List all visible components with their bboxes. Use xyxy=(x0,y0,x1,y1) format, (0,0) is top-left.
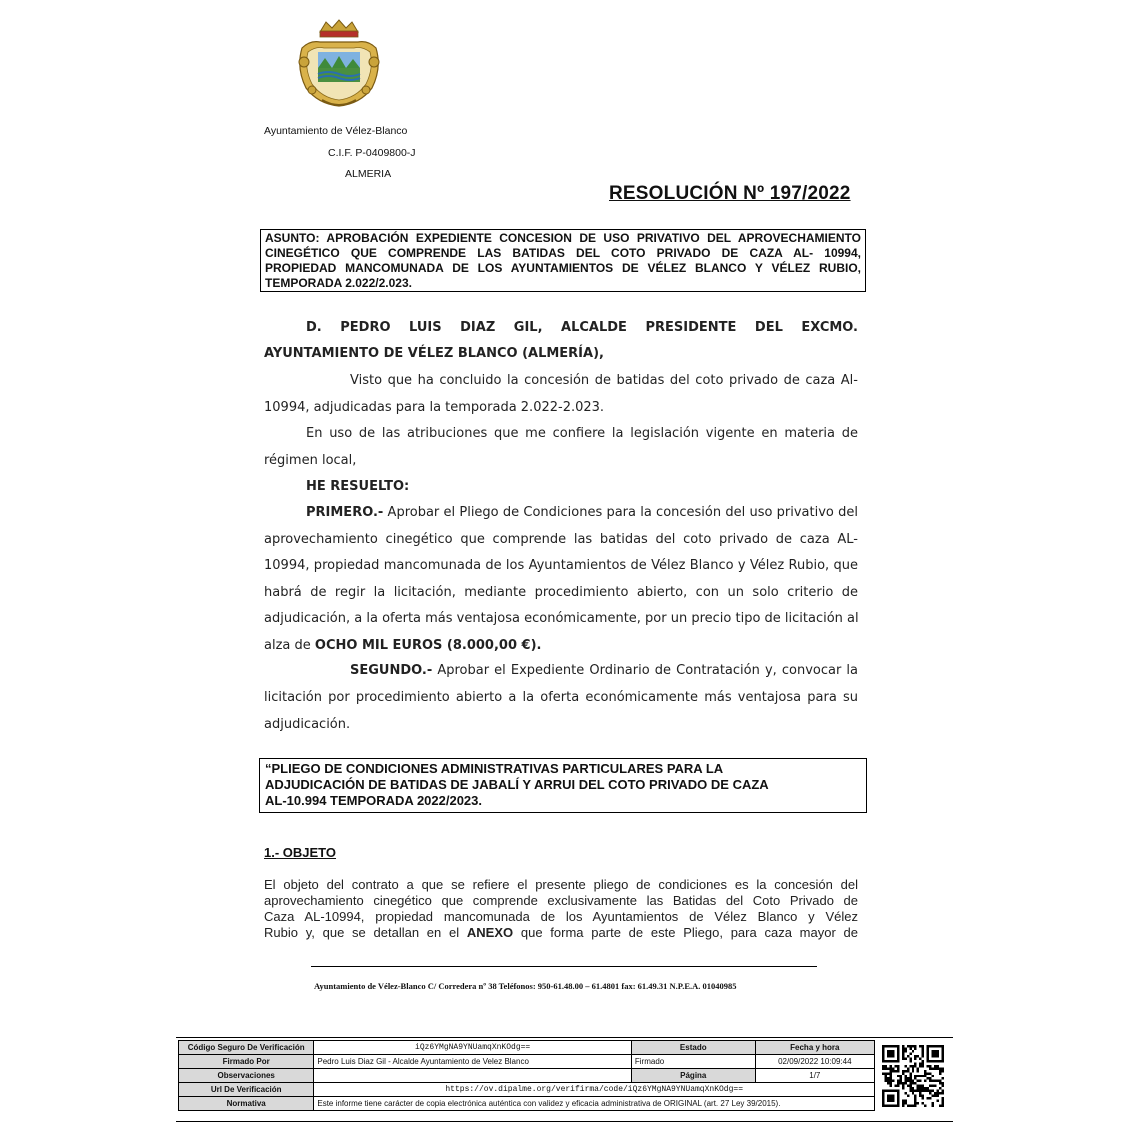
objeto-line: Rubio y, que se detallan en el ANEXO que forma parte de este Pliego, para caza mayor de xyxy=(264,925,858,940)
asunto-box xyxy=(260,229,866,292)
asunto-line: ASUNTO: APROBACIÓN EXPEDIENTE CONCESION DE USO PRIVATIVO DEL APROVECHAMIENTO xyxy=(265,231,861,245)
body-line: licitación por procedimiento abierto a la oferta económicamente más ventajosa para su xyxy=(264,690,858,705)
he-resuelto: HE RESUELTO: xyxy=(306,479,410,494)
body-line: aprovechamiento cinegético que comprende las batidas del coto privado de caza AL- xyxy=(264,532,858,547)
coat-of-arms-icon xyxy=(292,18,386,108)
objeto-line: El objeto del contrato a que se refiere el presente pliego de condiciones es la concesión del xyxy=(264,877,858,892)
firmado-value: Pedro Luis Diaz Gil - Alcalde Ayuntamiento de Velez Blanco xyxy=(314,1055,632,1069)
org-cif: C.I.F. P-0409800-J xyxy=(328,147,416,159)
mayor-line: D. PEDRO LUIS DIAZ GIL, ALCALDE PRESIDENTE DEL EXCMO. xyxy=(306,320,858,335)
segundo-line: SEGUNDO.- Aprobar el Expediente Ordinario de Contratación y, convocar la xyxy=(350,663,858,678)
pliego-line: “PLIEGO DE CONDICIONES ADMINISTRATIVAS PARTICULARES PARA LA xyxy=(265,761,724,776)
body-line: adjudicación, a la oferta más ventajosa económicamente, por un precio tipo de licitación al xyxy=(264,611,859,626)
footer-address: Ayuntamiento de Vélez-Blanco C/ Corredera nº 38 Teléfonos: 950-61.48.00 – 61.4801 fax: 61.49.31 N.P.E.A. 01040985 xyxy=(314,981,737,991)
norm-value: Este informe tiene carácter de copia electrónica auténtica con validez y eficacia administrativa de ORIGINAL (art. 27 Ley 39/2015). xyxy=(314,1097,875,1111)
body-line: habrá de regir la licitación, mediante procedimiento abierto, con un solo criterio de xyxy=(264,585,858,600)
resolution-title: RESOLUCIÓN Nº 197/2022 xyxy=(609,183,851,204)
body-line: adjudicación. xyxy=(264,717,351,732)
csv-value: iQz6YMgNA9YNUamqXnKOdg== xyxy=(314,1041,632,1055)
norm-label: Normativa xyxy=(179,1097,314,1111)
table-row xyxy=(179,1083,875,1097)
fecha-label: Fecha y hora xyxy=(755,1041,874,1055)
firmado-label: Firmado Por xyxy=(179,1055,314,1069)
url-label: Url De Verificación xyxy=(179,1083,314,1097)
section-heading-objeto: 1.- OBJETO xyxy=(264,845,337,860)
asunto-line: PROPIEDAD MANCOMUNADA DE LOS AYUNTAMIENTOS DE VÉLEZ BLANCO Y VÉLEZ RUBIO, xyxy=(265,261,861,275)
estado-label: Estado xyxy=(631,1041,755,1055)
body-line: 10994, propiedad mancomunada de los Ayuntamientos de Vélez Blanco y Vélez Rubio, que xyxy=(264,558,858,573)
asunto-line: TEMPORADA 2.022/2.023. xyxy=(265,276,412,290)
table-row xyxy=(179,1097,875,1111)
qr-code-icon xyxy=(882,1045,944,1107)
anexo-ref: ANEXO xyxy=(466,925,514,940)
objeto-line: Caza AL-10994, propiedad mancomunada de los Ayuntamientos de Vélez Blanco y Vélez xyxy=(264,909,858,924)
body-line: Visto que ha concluido la concesión de batidas del coto privado de caza Al- xyxy=(350,373,858,388)
price-line: alza de OCHO MIL EUROS (8.000,00 €). xyxy=(264,638,542,653)
asunto-line: CINEGÉTICO QUE COMPRENDE LAS BATIDAS DEL COTO PRIVADO DE CAZA AL- 10994, xyxy=(265,246,861,260)
url-value[interactable]: https://ov.dipalme.org/verifirma/code/iQz6YMgNA9YNUamqXnKOdg== xyxy=(314,1083,875,1097)
pagina-value: 1/7 xyxy=(755,1069,874,1083)
csv-label: Código Seguro De Verificación xyxy=(179,1041,314,1055)
pliego-title-box xyxy=(259,758,867,813)
table-row xyxy=(179,1069,875,1083)
body-line: 10994, adjudicadas para la temporada 2.022-2.023. xyxy=(264,400,605,415)
fecha-value: 02/09/2022 10:09:44 xyxy=(755,1055,874,1069)
pliego-line: AL-10.994 TEMPORADA 2022/2023. xyxy=(265,793,483,808)
table-row xyxy=(179,1041,875,1055)
pliego-line: ADJUDICACIÓN DE BATIDAS DE JABALÍ Y ARRUI DEL COTO PRIVADO DE CAZA xyxy=(265,777,769,792)
org-province: ALMERIA xyxy=(345,168,392,180)
table-row xyxy=(179,1055,875,1069)
verification-table xyxy=(178,1040,875,1111)
obs-label: Observaciones xyxy=(179,1069,314,1083)
primero-line: PRIMERO.- Aprobar el Pliego de Condiciones para la concesión del uso privativo del xyxy=(306,505,858,520)
pagina-label: Página xyxy=(631,1069,755,1083)
objeto-line: aprovechamiento cinegético que comprende exclusivamente las Batidas del Coto Privado de xyxy=(264,893,858,908)
body-line: régimen local, xyxy=(264,453,357,468)
body-line: En uso de las atribuciones que me confiere la legislación vigente en materia de xyxy=(306,426,858,441)
primero-label: PRIMERO.- xyxy=(306,505,384,520)
mayor-line-2: AYUNTAMIENTO DE VÉLEZ BLANCO (ALMERÍA), xyxy=(264,346,604,361)
org-name: Ayuntamiento de Vélez-Blanco xyxy=(264,125,408,137)
obs-value xyxy=(314,1069,632,1083)
footer-divider xyxy=(311,966,817,967)
estado-value: Firmado xyxy=(631,1055,755,1069)
price-amount: OCHO MIL EUROS (8.000,00 €). xyxy=(314,638,542,653)
segundo-label: SEGUNDO.- xyxy=(350,663,433,678)
